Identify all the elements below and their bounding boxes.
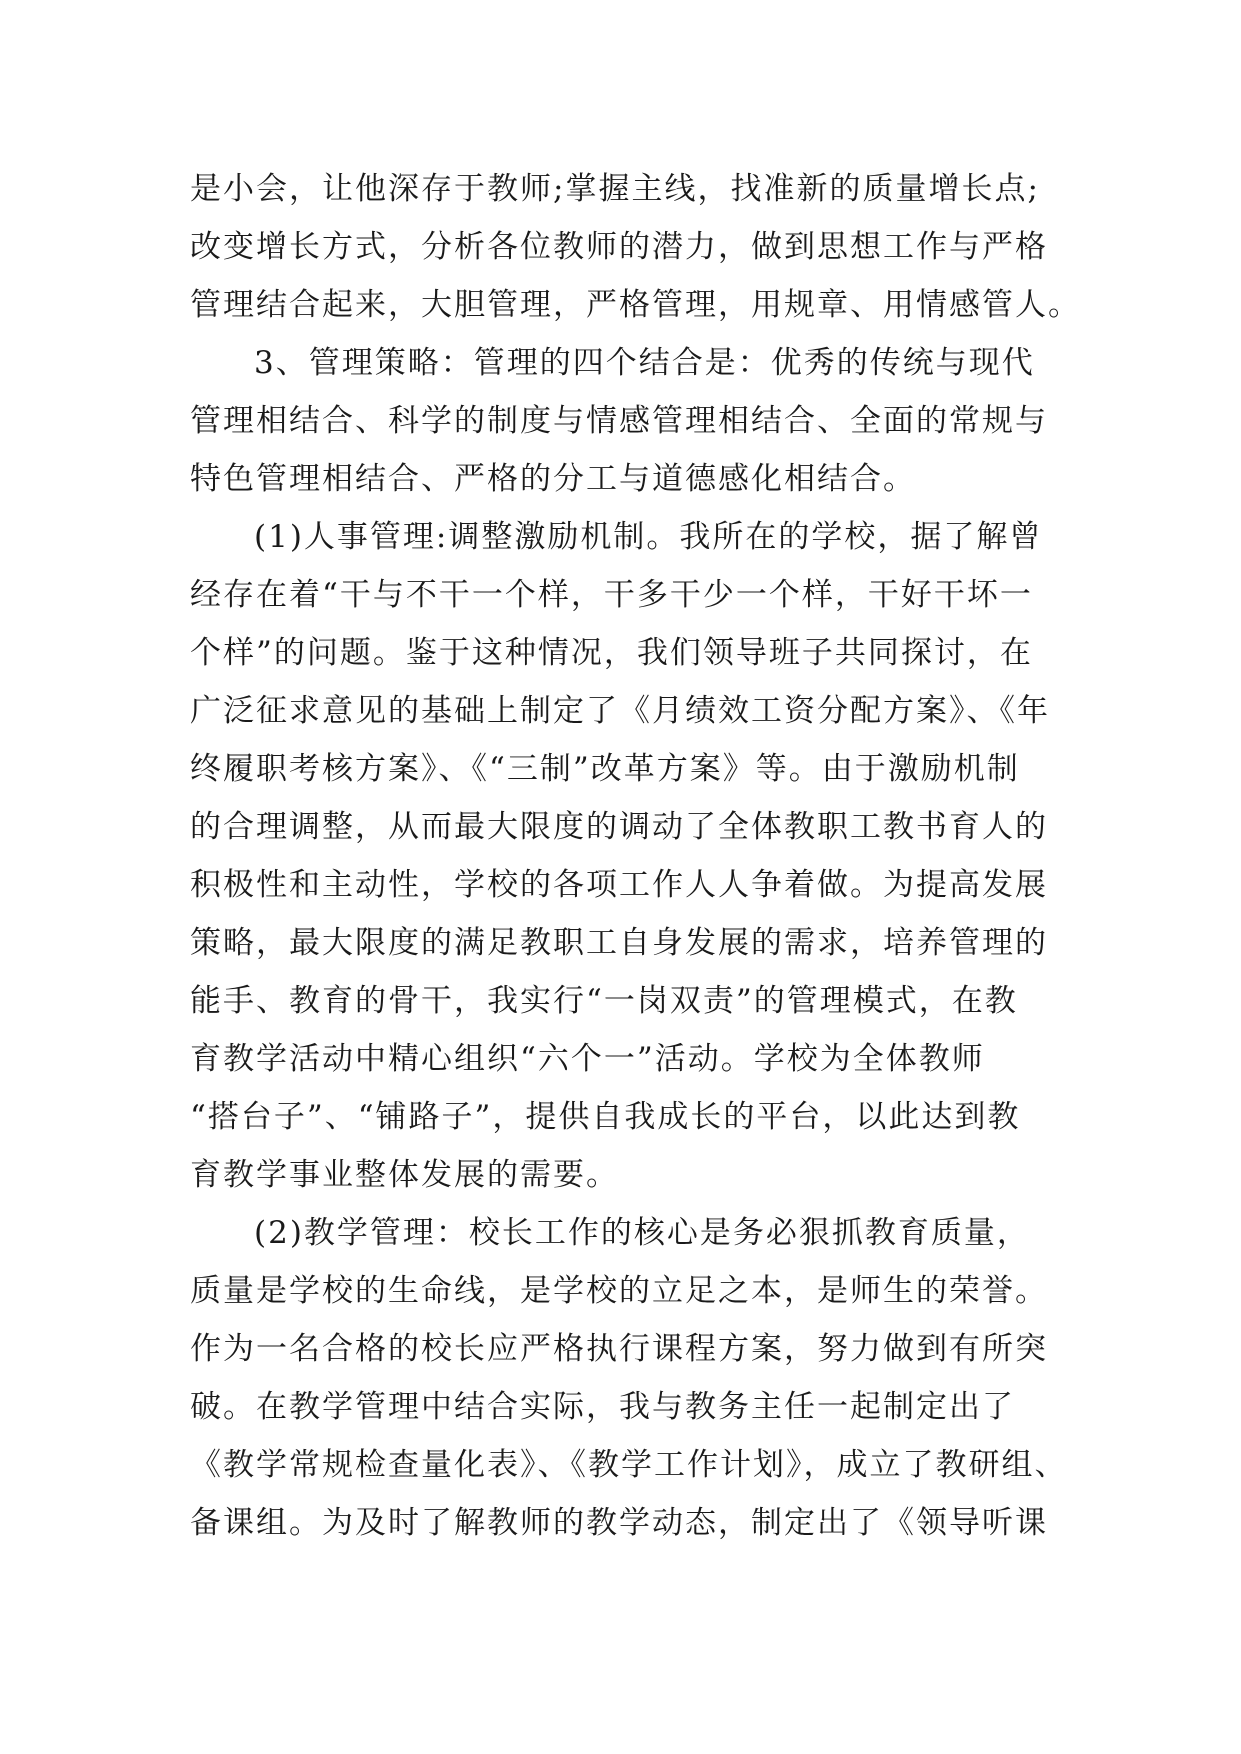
text-line: 管理结合起来，大胆管理，严格管理，用规章、用情感管人。 bbox=[190, 287, 1081, 323]
text-line: 育教学活动中精心组织“六个一”活动。学校为全体教师 bbox=[190, 1041, 985, 1077]
text-line: 改变增长方式，分析各位教师的潜力，做到思想工作与严格 bbox=[190, 229, 1048, 265]
paragraph-start-personnel-management: (1)人事管理:调整激励机制。我所在的学校，据了解曾 bbox=[254, 519, 1043, 555]
text-line: 积极性和主动性，学校的各项工作人人争着做。为提高发展 bbox=[190, 867, 1048, 903]
text-line: 的合理调整，从而最大限度的调动了全体教职工教书育人的 bbox=[190, 809, 1048, 845]
text-line: 作为一名合格的校长应严格执行课程方案，努力做到有所突 bbox=[190, 1331, 1048, 1367]
text-line: 经存在着“干与不干一个样，干多干少一个样，干好干坏一 bbox=[190, 577, 1033, 613]
text-line: 策略，最大限度的满足教职工自身发展的需求，培养管理的 bbox=[190, 925, 1048, 961]
section-heading-management-strategy: 3、管理策略：管理的四个结合是：优秀的传统与现代 bbox=[254, 345, 1035, 381]
text-line: 管理相结合、科学的制度与情感管理相结合、全面的常规与 bbox=[190, 403, 1048, 439]
text-line: 个样”的问题。鉴于这种情况，我们领导班子共同探讨，在 bbox=[190, 635, 1033, 671]
text-line: 特色管理相结合、严格的分工与道德感化相结合。 bbox=[190, 461, 916, 497]
text-line: 能手、教育的骨干，我实行“一岗双责”的管理模式，在教 bbox=[190, 983, 1018, 1019]
text-line: 广泛征求意见的基础上制定了《月绩效工资分配方案》、《年 bbox=[190, 693, 1050, 729]
text-line: 终履职考核方案》、《“三制”改革方案》等。由于激励机制 bbox=[190, 751, 1020, 787]
text-line: 育教学事业整体发展的需要。 bbox=[190, 1157, 619, 1193]
paragraph-start-teaching-management: (2)教学管理：校长工作的核心是务必狠抓教育质量， bbox=[254, 1215, 1030, 1251]
document-body bbox=[190, 160, 1081, 1552]
text-line: 备课组。为及时了解教师的教学动态，制定出了《领导听课 bbox=[190, 1505, 1048, 1541]
text-line: 破。在教学管理中结合实际，我与教务主任一起制定出了 bbox=[190, 1389, 1015, 1425]
text-line: “搭台子”、“铺路子”，提供自我成长的平台，以此达到教 bbox=[190, 1099, 1021, 1135]
text-line: 是小会，让他深存于教师;掌握主线，找准新的质量增长点; bbox=[190, 171, 1040, 207]
text-line: 质量是学校的生命线，是学校的立足之本，是师生的荣誉。 bbox=[190, 1273, 1048, 1309]
text-line: 《教学常规检查量化表》、《教学工作计划》，成立了教研组、 bbox=[190, 1447, 1068, 1483]
